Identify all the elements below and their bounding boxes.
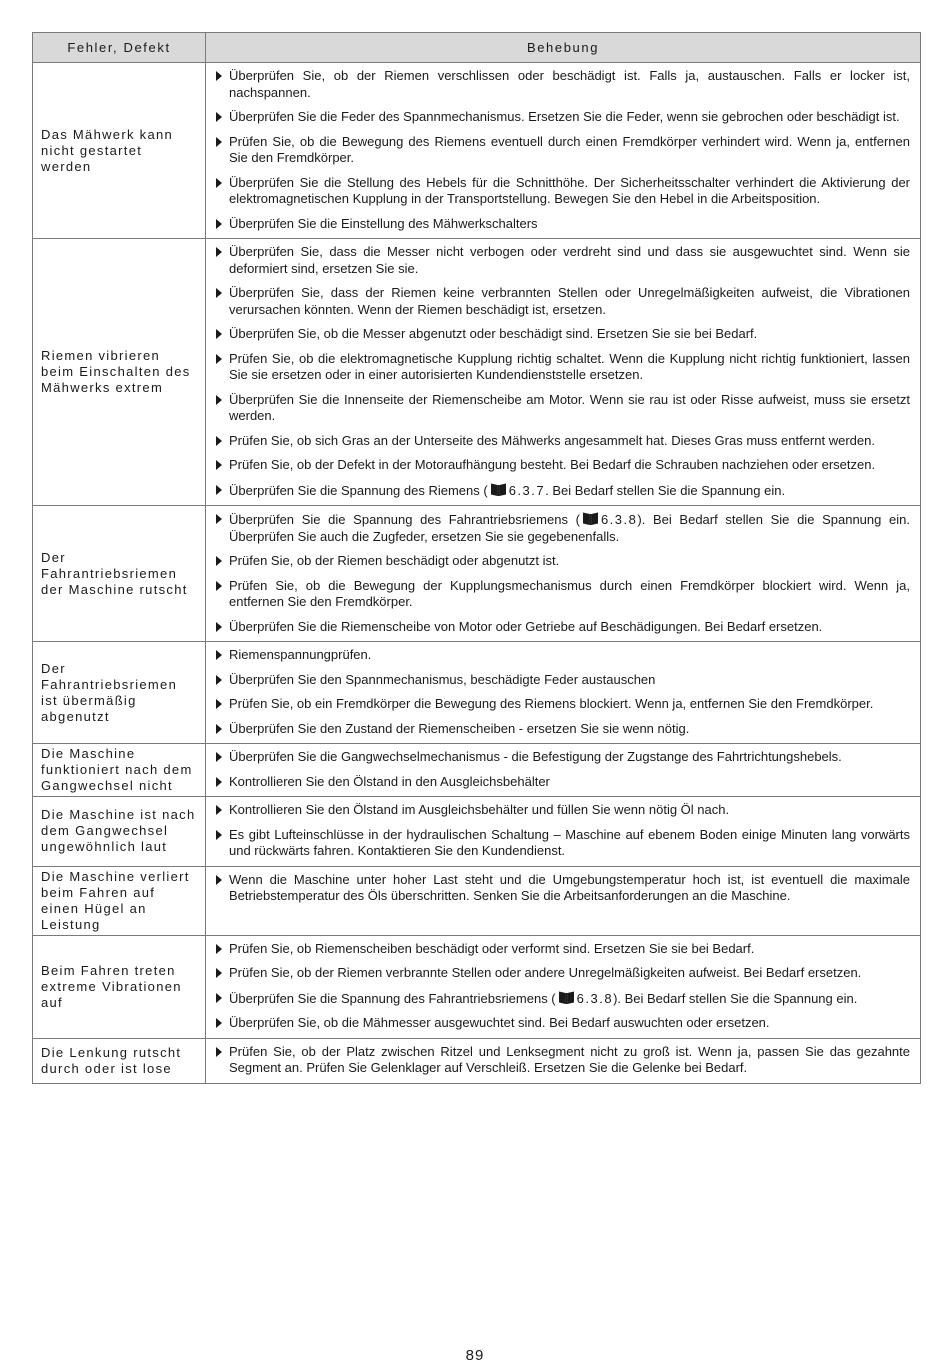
triangle-bullet-icon: [216, 556, 222, 566]
remedy-item: [214, 749, 910, 766]
triangle-bullet-icon: [216, 622, 222, 632]
triangle-bullet-icon: [216, 944, 222, 954]
triangle-bullet-icon: [216, 805, 222, 815]
remedy-cell: [206, 797, 921, 867]
remedy-item: [214, 134, 910, 167]
table-row: [33, 506, 921, 642]
fault-cell: Die Maschine ist nach dem Gangwechsel ungewöhnlich laut: [33, 797, 206, 867]
triangle-bullet-icon: [216, 178, 222, 188]
triangle-bullet-icon: [216, 830, 222, 840]
manual-reference: 6.3.8: [600, 512, 638, 527]
remedy-item: [214, 774, 910, 791]
triangle-bullet-icon: [216, 581, 222, 591]
remedy-cell: [206, 63, 921, 239]
fault-cell: Die Maschine funktioniert nach dem Gangwechsel nicht: [33, 744, 206, 797]
remedy-text: ). Bei Bedarf stellen Sie die Spannung ein. Überprüfen Sie auch die Zugfeder, ersetzen Sie sie gegebenenfalls.: [229, 512, 910, 544]
book-icon: [490, 482, 507, 497]
triangle-bullet-icon: [216, 137, 222, 147]
remedy-text: Prüfen Sie, ob ein Fremdkörper die Bewegung des Riemens blockiert. Wenn ja, entfernen Sie den Fremdkörper.: [229, 696, 874, 711]
remedy-item: [214, 965, 910, 982]
table-row: [33, 797, 921, 867]
remedy-cell: [206, 866, 921, 935]
triangle-bullet-icon: [216, 219, 222, 229]
remedy-text: Überprüfen Sie, ob die Messer abgenutzt oder beschädigt sind. Ersetzen Sie sie bei Bedarf.: [229, 326, 758, 341]
triangle-bullet-icon: [216, 436, 222, 446]
remedy-item: [214, 647, 910, 664]
remedy-text: Prüfen Sie, ob die elektromagnetische Kupplung richtig schaltet. Wenn die Kupplung nicht richtig funktioniert, lassen Sie sie ersetzen oder in einer autorisierten Kundendienststelle ersetzen.: [229, 350, 910, 382]
remedy-cell: [206, 935, 921, 1038]
fault-cell: Der Fahrantriebsriemen ist übermäßig abgenutzt: [33, 642, 206, 744]
book-icon: [582, 511, 599, 526]
remedy-text: ). Bei Bedarf stellen Sie die Spannung ein.: [613, 990, 858, 1006]
triangle-bullet-icon: [216, 485, 222, 495]
table-row: [33, 935, 921, 1038]
remedy-item: [214, 553, 910, 570]
remedy-text: Überprüfen Sie, dass der Riemen keine verbrannten Stellen oder Unregelmäßigkeiten aufweist, die Vibrationen verursachen könnten. Wenn der Riemen beschädigt ist, ersetzen.: [229, 285, 910, 317]
remedy-item: [214, 1044, 910, 1077]
remedy-item: [214, 351, 910, 384]
remedy-text: Riemenspannungprüfen.: [229, 647, 372, 662]
remedy-item: [214, 827, 910, 860]
fault-cell: Riemen vibrieren beim Einschalten des Mähwerks extrem: [33, 239, 206, 506]
remedy-text: Überprüfen Sie die Einstellung des Mähwerkschalters: [229, 215, 538, 231]
triangle-bullet-icon: [216, 699, 222, 709]
triangle-bullet-icon: [216, 395, 222, 405]
remedy-text: Prüfen Sie, ob der Riemen verbrannte Stellen oder andere Unregelmäßigkeiten aufweist. Bei Bedarf ersetzen.: [229, 965, 862, 980]
triangle-bullet-icon: [216, 288, 222, 298]
book-icon: [558, 990, 575, 1005]
remedy-list: [214, 872, 910, 905]
remedy-text: Prüfen Sie, ob Riemenscheiben beschädigt oder verformt sind. Ersetzen Sie sie bei Bedarf.: [229, 940, 755, 956]
remedy-cell: [206, 239, 921, 506]
remedy-list: [214, 647, 910, 737]
remedy-list: [214, 244, 910, 499]
remedy-item: [214, 696, 910, 713]
triangle-bullet-icon: [216, 71, 222, 81]
remedy-item: [214, 285, 910, 318]
triangle-bullet-icon: [216, 329, 222, 339]
remedy-text: Überprüfen Sie die Innenseite der Riemenscheibe am Motor. Wenn sie rau ist oder Risse aufweist, muss sie ersetzt werden.: [229, 391, 910, 423]
remedy-item: [214, 511, 910, 545]
remedy-text: Kontrollieren Sie den Ölstand im Ausgleichsbehälter und füllen Sie wenn nötig Öl nach.: [229, 802, 730, 817]
fault-cell: Die Lenkung rutscht durch oder ist lose: [33, 1038, 206, 1083]
remedy-item: [214, 68, 910, 101]
triangle-bullet-icon: [216, 460, 222, 470]
remedy-cell: [206, 744, 921, 797]
remedy-text: Überprüfen Sie, ob die Mähmesser ausgewuchtet sind. Bei Bedarf auswuchten oder ersetzen.: [229, 1015, 770, 1030]
remedy-item: [214, 326, 910, 343]
manual-reference: 6.3.8: [576, 990, 614, 1006]
remedy-text: Überprüfen Sie, dass die Messer nicht verbogen oder verdreht sind und dass sie ausgewuchtet sind. Wenn sie deformiert sind, ersetzen Sie sie.: [229, 244, 910, 276]
triangle-bullet-icon: [216, 675, 222, 685]
remedy-text: Überprüfen Sie die Gangwechselmechanismus - die Befestigung der Zugstange des Fahrtrichtungshebels.: [229, 749, 842, 764]
remedy-text: Prüfen Sie, ob die Bewegung der Kupplungsmechanismus durch einen Fremdkörper blockiert wird. Wenn ja, entfernen Sie den Fremdkörper.: [229, 577, 910, 609]
remedy-item: [214, 672, 910, 689]
fault-cell: Die Maschine verliert beim Fahren auf einen Hügel an Leistung: [33, 866, 206, 935]
remedy-text: Prüfen Sie, ob der Platz zwischen Ritzel und Lenksegment nicht zu groß ist. Wenn ja, passen Sie das gezahnte Segment an. Prüfen Sie Gelenklager auf Verschleiß. Ersetzen Sie die Gelenke bei Bedarf.: [229, 1043, 910, 1075]
table-row: [33, 63, 921, 239]
remedy-list: [214, 802, 910, 860]
remedy-text: Prüfen Sie, ob sich Gras an der Unterseite des Mähwerks angesammelt hat. Dieses Gras muss entfernt werden.: [229, 432, 875, 448]
remedy-text: . Bei Bedarf stellen Sie die Spannung ein.: [545, 482, 786, 498]
page-number: 89: [465, 1347, 485, 1364]
remedy-list: [214, 749, 910, 790]
remedy-item: [214, 457, 910, 474]
remedy-item: [214, 990, 910, 1008]
remedy-text: Überprüfen Sie die Spannung des Riemens (: [229, 482, 488, 498]
triangle-bullet-icon: [216, 993, 222, 1003]
triangle-bullet-icon: [216, 724, 222, 734]
remedy-item: [214, 482, 910, 500]
triangle-bullet-icon: [216, 247, 222, 257]
remedy-text: Prüfen Sie, ob der Riemen beschädigt oder abgenutzt ist.: [229, 553, 560, 568]
remedy-cell: [206, 642, 921, 744]
remedy-item: [214, 619, 910, 636]
remedy-item: [214, 721, 910, 738]
table-header-row: [33, 33, 921, 63]
remedy-text: Prüfen Sie, ob die Bewegung des Riemens eventuell durch einen Fremdkörper verhindert wird. Wenn ja, entfernen Sie den Fremdkörper.: [229, 133, 910, 165]
remedy-item: [214, 578, 910, 611]
troubleshooting-table: [32, 32, 921, 1084]
remedy-text: Prüfen Sie, ob der Defekt in der Motoraufhängung besteht. Bei Bedarf die Schrauben nachziehen oder ersetzen.: [229, 457, 876, 472]
table-row: [33, 239, 921, 506]
fault-cell: Das Mähwerk kann nicht gestartet werden: [33, 63, 206, 239]
remedy-text: Kontrollieren Sie den Ölstand in den Ausgleichsbehälter: [229, 773, 550, 789]
triangle-bullet-icon: [216, 875, 222, 885]
manual-reference: 6.3.7: [508, 482, 546, 498]
remedy-text: Überprüfen Sie, ob der Riemen verschlissen oder beschädigt ist. Falls ja, austauschen. Falls er locker ist, nachspannen.: [229, 68, 910, 100]
header-fault: Fehler, Defekt: [33, 33, 206, 63]
header-remedy: Behebung: [206, 33, 921, 63]
remedy-cell: [206, 506, 921, 642]
triangle-bullet-icon: [216, 968, 222, 978]
remedy-item: [214, 109, 910, 126]
triangle-bullet-icon: [216, 777, 222, 787]
remedy-text: Überprüfen Sie die Spannung des Fahrantriebsriemens (: [229, 990, 556, 1006]
remedy-list: [214, 511, 910, 635]
remedy-list: [214, 941, 910, 1032]
triangle-bullet-icon: [216, 112, 222, 122]
table-row: [33, 642, 921, 744]
remedy-item: [214, 433, 910, 450]
remedy-text: Überprüfen Sie die Stellung des Hebels für die Schnitthöhe. Der Sicherheitsschalter verhindert die Aktivierung der elektromagnetischen Kupplung in der Transportstellung. Bewegen Sie den Hebel in die Arbeitsposition.: [229, 174, 910, 206]
remedy-list: [214, 1044, 910, 1077]
table-row: [33, 866, 921, 935]
triangle-bullet-icon: [216, 354, 222, 364]
remedy-item: [214, 216, 910, 233]
triangle-bullet-icon: [216, 514, 222, 524]
remedy-text: Wenn die Maschine unter hoher Last steht und die Umgebungstemperatur hoch ist, ist eventuell die maximale Betriebstemperatur des Öls überschritten. Senken Sie die Arbeitsanforderungen an die Maschine.: [229, 871, 910, 903]
remedy-item: [214, 1015, 910, 1032]
fault-cell: Beim Fahren treten extreme Vibrationen auf: [33, 935, 206, 1038]
triangle-bullet-icon: [216, 752, 222, 762]
table-row: [33, 744, 921, 797]
table-row: [33, 1038, 921, 1083]
remedy-item: [214, 872, 910, 905]
remedy-list: [214, 68, 910, 232]
triangle-bullet-icon: [216, 650, 222, 660]
remedy-text: Überprüfen Sie die Spannung des Fahrantriebsriemens (: [229, 512, 580, 527]
remedy-item: [214, 244, 910, 277]
remedy-text: Überprüfen Sie die Feder des Spannmechanismus. Ersetzen Sie die Feder, wenn sie gebrochen oder beschädigt ist.: [229, 109, 900, 124]
remedy-item: [214, 175, 910, 208]
remedy-item: [214, 941, 910, 958]
remedy-item: [214, 802, 910, 819]
fault-cell: Der Fahrantriebsriemen der Maschine rutscht: [33, 506, 206, 642]
remedy-cell: [206, 1038, 921, 1083]
triangle-bullet-icon: [216, 1047, 222, 1057]
remedy-text: Überprüfen Sie die Riemenscheibe von Motor oder Getriebe auf Beschädigungen. Bei Bedarf ersetzen.: [229, 618, 823, 634]
remedy-text: Überprüfen Sie den Spannmechanismus, beschädigte Feder austauschen: [229, 671, 656, 687]
remedy-text: Überprüfen Sie den Zustand der Riemenscheiben - ersetzen Sie sie wenn nötig.: [229, 720, 690, 736]
triangle-bullet-icon: [216, 1018, 222, 1028]
remedy-text: Es gibt Lufteinschlüsse in der hydraulischen Schaltung – Maschine auf ebenem Boden einige Minuten lang vorwärts und rückwärts fahren. Kontaktieren Sie den Kundendienst.: [229, 826, 910, 858]
remedy-item: [214, 392, 910, 425]
